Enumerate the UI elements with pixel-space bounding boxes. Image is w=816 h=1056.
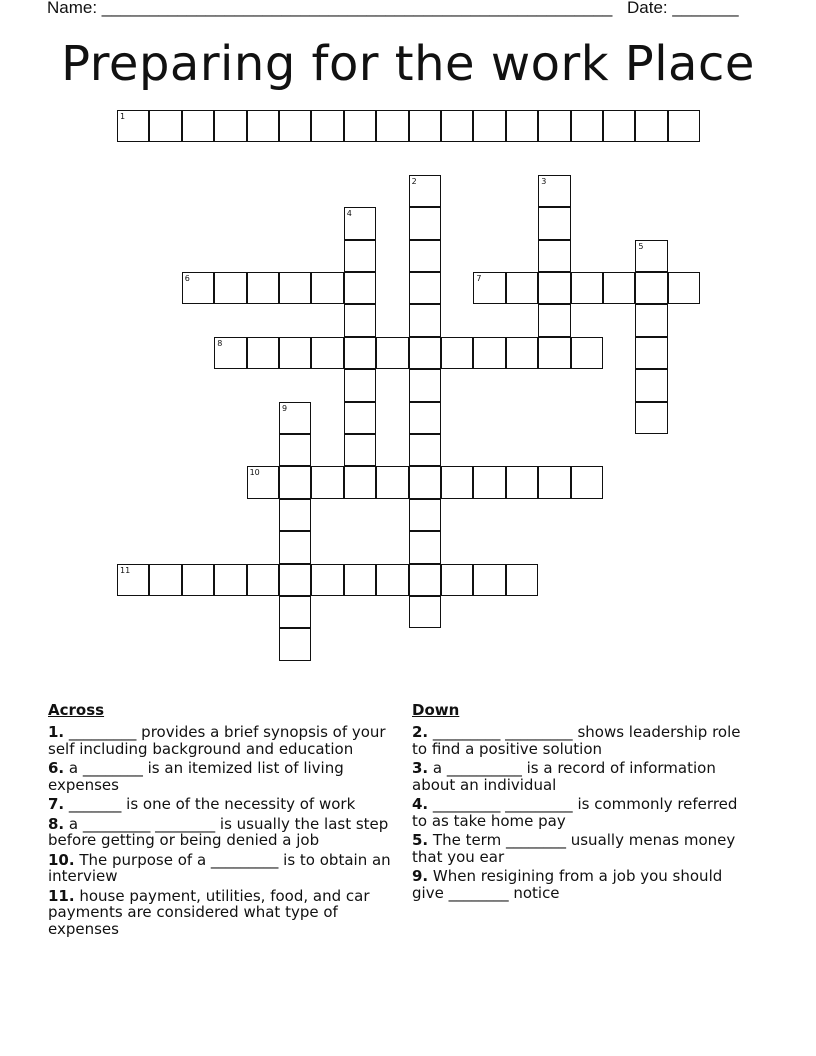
across-clue-list [48, 724, 393, 937]
grid-cell[interactable] [441, 110, 473, 142]
clue-label: 6. [48, 759, 65, 777]
grid-cell[interactable] [473, 337, 505, 369]
clue-label: 11. [48, 886, 75, 905]
grid-cell[interactable] [311, 564, 343, 596]
grid-cell[interactable] [279, 337, 311, 369]
down-clue [412, 832, 757, 865]
clue-text: house payment, utilities, food, and car payments are considered what type of expenses [48, 886, 370, 938]
grid-cell[interactable] [247, 272, 279, 304]
grid-cell[interactable] [571, 337, 603, 369]
grid-cell[interactable] [279, 402, 311, 434]
grid-cell[interactable] [635, 272, 667, 304]
clue-text: a _________ ________ is usually the last step before getting or being denied a job [48, 814, 389, 849]
grid-cell[interactable] [247, 337, 279, 369]
grid-cell[interactable] [506, 272, 538, 304]
grid-cell[interactable] [149, 110, 181, 142]
clue-label: 8. [48, 814, 65, 833]
grid-cell[interactable] [441, 466, 473, 498]
grid-cell[interactable] [376, 466, 408, 498]
grid-cell[interactable] [279, 272, 311, 304]
grid-cell[interactable] [635, 369, 667, 401]
grid-cell[interactable] [668, 272, 700, 304]
grid-cell[interactable] [214, 272, 246, 304]
across-clue [48, 816, 393, 849]
grid-cell[interactable] [279, 110, 311, 142]
clue-number: 5 [638, 241, 644, 251]
grid-cell[interactable] [279, 434, 311, 466]
grid-cell[interactable] [635, 110, 667, 142]
grid-cell[interactable] [409, 499, 441, 531]
grid-cell[interactable] [344, 207, 376, 239]
page-title: Preparing for the work Place [61, 36, 755, 92]
grid-cell[interactable] [344, 564, 376, 596]
across-heading: Across [48, 701, 105, 719]
name-field-label: Name: ______________________________________________________ [47, 0, 613, 17]
grid-cell[interactable] [214, 564, 246, 596]
grid-cell[interactable] [409, 207, 441, 239]
clue-number: 6 [184, 274, 190, 283]
grid-cell[interactable] [344, 466, 376, 498]
clue-text: _________ _________ shows leadership role to find a positive solution [412, 723, 741, 758]
clue-number: 3 [541, 176, 547, 186]
across-clues [48, 700, 393, 940]
grid-cell[interactable] [409, 531, 441, 563]
grid-cell[interactable] [182, 110, 214, 142]
grid-cell[interactable] [538, 240, 570, 272]
grid-cell[interactable] [635, 337, 667, 369]
grid-cell[interactable] [441, 564, 473, 596]
clue-text: _________ _________ is commonly referred to as take home pay [412, 795, 738, 830]
grid-cell[interactable] [668, 110, 700, 142]
grid-cell[interactable] [214, 110, 246, 142]
grid-cell[interactable] [279, 531, 311, 563]
grid-cell[interactable] [344, 337, 376, 369]
clue-label: 10. [48, 850, 75, 869]
grid-cell[interactable] [344, 110, 376, 142]
grid-cell[interactable] [344, 272, 376, 304]
grid-cell[interactable] [279, 499, 311, 531]
grid-cell[interactable] [376, 337, 408, 369]
grid-cell[interactable] [117, 564, 149, 596]
grid-cell[interactable] [473, 564, 505, 596]
grid-cell[interactable] [409, 240, 441, 272]
down-clue [412, 724, 757, 757]
clue-text: a __________ is a record of information about an individual [412, 759, 716, 794]
clue-number: 8 [217, 338, 223, 348]
clue-text: The term ________ usually menas money that you ear [412, 831, 736, 866]
grid-cell[interactable] [149, 564, 181, 596]
grid-cell[interactable] [376, 110, 408, 142]
across-clue [48, 724, 393, 757]
grid-cell[interactable] [409, 369, 441, 401]
down-heading: Down [412, 701, 460, 719]
grid-cell[interactable] [571, 466, 603, 498]
grid-cell[interactable] [506, 564, 538, 596]
grid-cell[interactable] [635, 304, 667, 336]
grid-cell[interactable] [311, 110, 343, 142]
clue-number: 7 [476, 274, 482, 283]
clue-text: _________ provides a brief synopsis of your self including background and education [48, 723, 386, 758]
down-clue [412, 868, 757, 901]
grid-cell[interactable] [538, 110, 570, 142]
across-clue [48, 760, 393, 793]
grid-cell[interactable] [279, 466, 311, 498]
clue-label: 4. [412, 795, 429, 813]
grid-cell[interactable] [603, 272, 635, 304]
grid-cell[interactable] [473, 466, 505, 498]
grid-cell[interactable] [538, 466, 570, 498]
down-clue-list [412, 724, 757, 901]
grid-cell[interactable] [538, 304, 570, 336]
grid-cell[interactable] [571, 110, 603, 142]
clue-label: 5. [412, 831, 429, 849]
down-clue [412, 796, 757, 829]
grid-cell[interactable] [635, 240, 667, 272]
grid-cell[interactable] [279, 596, 311, 628]
grid-cell[interactable] [506, 110, 538, 142]
clue-label: 3. [412, 759, 429, 777]
clue-label: 9. [412, 867, 429, 885]
clue-number: 1 [120, 112, 126, 121]
grid-cell[interactable] [473, 272, 505, 304]
grid-cell[interactable] [441, 337, 473, 369]
across-clue [48, 852, 393, 885]
grid-cell[interactable] [409, 596, 441, 628]
clue-number: 11 [120, 565, 131, 575]
grid-cell[interactable] [603, 110, 635, 142]
grid-cell[interactable] [279, 564, 311, 596]
clue-number: 4 [346, 209, 352, 219]
grid-cell[interactable] [409, 434, 441, 466]
grid-cell[interactable] [311, 337, 343, 369]
grid-cell[interactable] [409, 110, 441, 142]
grid-cell[interactable] [538, 175, 570, 207]
clue-number: 2 [411, 176, 417, 186]
clue-text: When resigining from a job you should give ________ notice [412, 867, 723, 902]
grid-cell[interactable] [506, 466, 538, 498]
grid-cell[interactable] [506, 337, 538, 369]
grid-cell[interactable] [247, 110, 279, 142]
grid-cell[interactable] [344, 304, 376, 336]
across-clue [48, 888, 393, 938]
grid-cell[interactable] [409, 337, 441, 369]
grid-cell[interactable] [376, 564, 408, 596]
grid-cell[interactable] [344, 240, 376, 272]
clue-number: 10 [249, 468, 260, 478]
clue-label: 7. [48, 795, 65, 813]
clue-text: _______ is one of the necessity of work [64, 795, 356, 813]
grid-cell[interactable] [635, 402, 667, 434]
grid-cell[interactable] [247, 466, 279, 498]
down-clue [412, 760, 757, 793]
grid-cell[interactable] [182, 564, 214, 596]
grid-cell[interactable] [182, 272, 214, 304]
grid-cell[interactable] [409, 564, 441, 596]
grid-cell[interactable] [344, 369, 376, 401]
grid-cell[interactable] [247, 564, 279, 596]
grid-cell[interactable] [538, 337, 570, 369]
grid-cell[interactable] [279, 628, 311, 660]
clue-number: 9 [282, 403, 288, 413]
grid-cell[interactable] [117, 110, 149, 142]
grid-cell[interactable] [214, 337, 246, 369]
grid-cell[interactable] [538, 272, 570, 304]
grid-cell[interactable] [311, 272, 343, 304]
grid-cell[interactable] [344, 434, 376, 466]
down-clues [412, 700, 757, 904]
grid-cell[interactable] [409, 175, 441, 207]
clue-label: 1. [48, 723, 65, 741]
date-field-label: Date: _______ [627, 0, 739, 17]
clue-text: The purpose of a _________ is to obtain an interview [48, 850, 391, 885]
grid-cell[interactable] [571, 272, 603, 304]
grid-cell[interactable] [409, 466, 441, 498]
grid-cell[interactable] [409, 402, 441, 434]
grid-cell[interactable] [473, 110, 505, 142]
grid-cell[interactable] [409, 272, 441, 304]
grid-cell[interactable] [538, 207, 570, 239]
grid-cell[interactable] [344, 402, 376, 434]
across-clue [48, 796, 393, 813]
clue-text: a ________ is an itemized list of living expenses [48, 759, 344, 794]
grid-cell[interactable] [409, 304, 441, 336]
clue-label: 2. [412, 723, 429, 741]
grid-cell[interactable] [311, 466, 343, 498]
